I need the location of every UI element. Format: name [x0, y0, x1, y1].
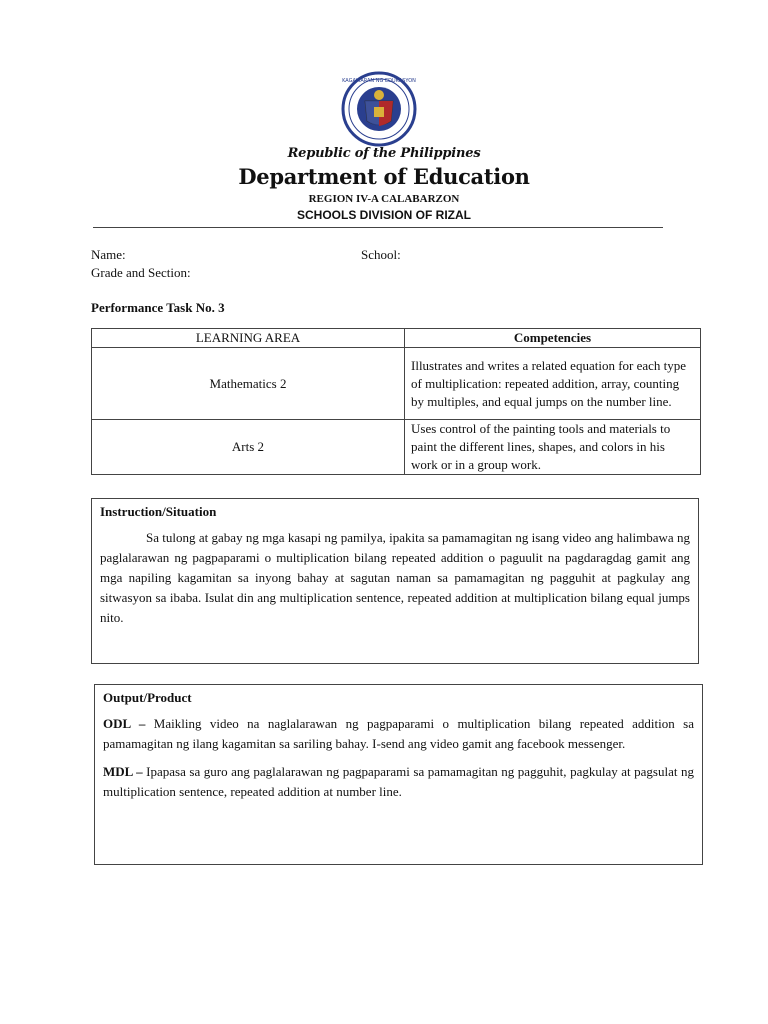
republic-title: Republic of the Philippines — [287, 146, 481, 161]
instruction-title: Instruction/Situation — [100, 504, 217, 519]
region-label: REGION IV-A CALABARZON — [308, 193, 460, 205]
header-divider — [93, 227, 663, 228]
learning-area-header: LEARNING AREA — [92, 329, 405, 348]
output-box — [94, 684, 703, 865]
school-field-label: School: — [361, 247, 401, 262]
department-title: Department of Education — [238, 164, 530, 189]
division-label: SCHOOLS DIVISION OF RIZAL — [296, 208, 471, 222]
competency-cell: Uses control of the painting tools and materials to paint the different lines, shapes, and colors in his work or in a group work. — [405, 420, 701, 475]
instruction-body: Sa tulong at gabay ng mga kasapi ng pamilya, ipakita sa pamamagitan ng isang video ang halimbawa ng paglalarawan ng pagpaparami o multiplication bilang repeated addition o paguulit na pagdaragdag gamit ang mga napiling kagamitan sa inyong bahay at sagutan naman sa pamamagitan ng pagguhit at pagkulay ang sitwasyon sa ibaba. Isulat din ang multiplication sentence, repeated addition at multiplication bilang equal jumps nito. — [100, 530, 690, 625]
mdl-paragraph — [103, 762, 694, 802]
performance-task-title: Performance Task No. 3 — [91, 300, 225, 315]
name-field-label: Name: — [91, 247, 126, 262]
competency-cell: Illustrates and writes a related equation for each type of multiplication: repeated addition, array, counting by multiples, and equal jumps on the number line. — [405, 348, 701, 420]
learning-area-cell: Mathematics 2 — [92, 348, 405, 420]
grade-section-field-label: Grade and Section: — [91, 265, 191, 280]
deped-seal-logo — [341, 71, 417, 147]
competency-table — [91, 328, 701, 475]
odl-paragraph — [103, 714, 694, 754]
svg-text:KAGAWARAN NG EDUKASYON: KAGAWARAN NG EDUKASYON — [342, 78, 416, 84]
odl-label: ODL – — [103, 716, 146, 731]
output-title: Output/Product — [103, 690, 192, 705]
table-row — [92, 348, 701, 420]
learning-area-cell: Arts 2 — [92, 420, 405, 475]
odl-text: Maikling video na naglalarawan ng pagpaparami o multiplication bilang repeated addition sa pamamagitan ng ilang kagamitan sa sariling bahay. I-send ang video gamit ang facebook messenger. — [103, 716, 694, 751]
table-header-row — [92, 329, 701, 348]
mdl-text: Ipapasa sa guro ang paglalarawan ng pagpaparami sa pamamagitan ng pagguhit, pagkulay at pagsulat ng multiplication sentence, repeated addition at number line. — [103, 764, 694, 799]
instruction-box — [91, 498, 699, 664]
competencies-header: Competencies — [405, 329, 701, 348]
mdl-label: MDL – — [103, 764, 143, 779]
table-row — [92, 420, 701, 475]
